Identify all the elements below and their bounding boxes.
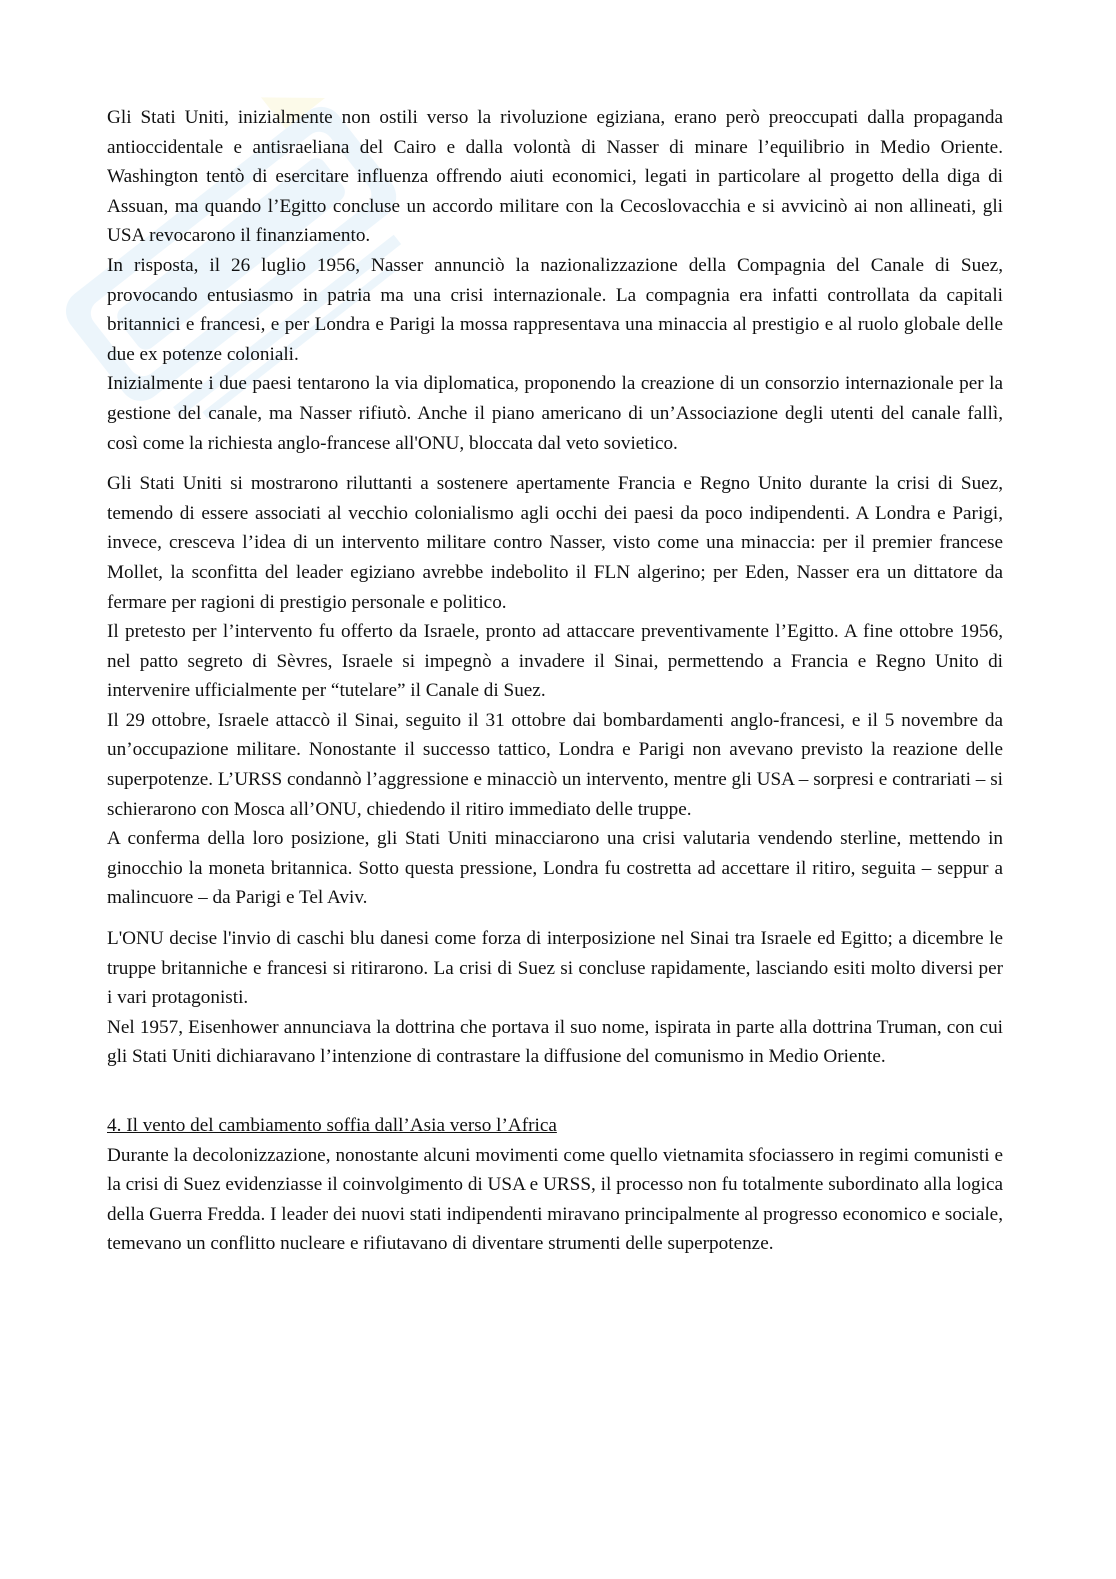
paragraph-october-attack: Il 29 ottobre, Israele attaccò il Sinai, seguito il 31 ottobre dai bombardamenti anglo-francesi, e il 5 novembre da un’occupazione militare. Nonostante il successo tattico, Londra e Parigi non avevano previsto la reazione delle superpotenze. L’URSS condannò l’aggressione e minacciò un intervento, mentre gli USA – sorpresi e contrariati – si schierarono con Mosca all’ONU, chiedendo il ritiro immediato delle truppe.: [107, 709, 1003, 820]
paragraph-eisenhower-doctrine: Nel 1957, Eisenhower annunciava la dottrina che portava il suo nome, ispirata in parte alla dottrina Truman, con cui gli Stati Uniti dichiaravano l’intenzione di contrastare la diffusione del comunismo in Medio Oriente.: [107, 1016, 1003, 1068]
section-heading: 4. Il vento del cambiamento soffia dall’Asia verso l’Africa: [107, 1115, 557, 1136]
paragraph-decolonization: Durante la decolonizzazione, nonostante alcuni movimenti come quello vietnamita sfociassero in regimi comunisti e la crisi di Suez evidenziasse il coinvolgimento di USA e URSS, il processo non fu totalmente subordinato alla logica della Guerra Fredda. I leader dei nuovi stati indipendenti miravano principalmente al progresso economico e sociale, temevano un conflitto nucleare e rifiutavano di diventare strumenti delle superpotenze.: [107, 1144, 1003, 1255]
paragraph-currency-pressure: A conferma della loro posizione, gli Stati Uniti minacciarono una crisi valutaria vendendo sterline, mettendo in ginocchio la moneta britannica. Sotto questa pressione, Londra fu costretta ad accettare il ritiro, seguita – seppur a malincuore – da Parigi e Tel Aviv.: [107, 828, 1003, 909]
paragraph-usa-reluctance: Gli Stati Uniti si mostrarono riluttanti a sostenere apertamente Francia e Regno Unito durante la crisi di Suez, temendo di essere associati al vecchio colonialismo agli occhi dei paesi da poco indipendenti. A Londra e Parigi, invece, cresceva l’idea di un intervento militare contro Nasser, visto come una minaccia: per il premier francese Mollet, la sconfitta del leader egiziano avrebbe indebolito il FLN algerino; per Eden, Nasser era un dittatore da fermare per ragioni di prestigio personale e politico.: [107, 473, 1003, 613]
paragraph-diplomacy: Inizialmente i due paesi tentarono la via diplomatica, proponendo la creazione di un consorzio internazionale per la gestione del canale, ma Nasser rifiutò. Anche il piano americano di un’Associazione degli utenti del canale fallì, così come la richiesta anglo-francese all'ONU, bloccata dal veto sovietico.: [107, 373, 1003, 454]
document-body: [107, 103, 1003, 1259]
paragraph-onu-peacekeepers: L'ONU decise l'invio di caschi blu danesi come forza di interposizione nel Sinai tra Israele ed Egitto; a dicembre le truppe britanniche e francesi si ritirarono. La crisi di Suez si concluse rapidamente, lasciando esiti molto diversi per i vari protagonisti.: [107, 928, 1003, 1009]
paragraph-nationalization: In risposta, il 26 luglio 1956, Nasser annunciò la nazionalizzazione della Compagnia del Canale di Suez, provocando entusiasmo in patria ma una crisi internazionale. La compagnia era infatti controllata da capitali britannici e francesi, e per Londra e Parigi la mossa rappresentava una minaccia al prestigio e al ruolo globale delle due ex potenze coloniali.: [107, 254, 1003, 365]
paragraph-israel-pretext: Il pretesto per l’intervento fu offerto da Israele, pronto ad attaccare preventivamente l’Egitto. A fine ottobre 1956, nel patto segreto di Sèvres, Israele si impegnò a invadere il Sinai, permettendo a Francia e Regno Unito di intervenire ufficialmente per “tutelare” il Canale di Suez.: [107, 621, 1003, 702]
paragraph-usa-egypt: Gli Stati Uniti, inizialmente non ostili verso la rivoluzione egiziana, erano però preoccupati dalla propaganda antioccidentale e antisraeliana del Cairo e dalla volontà di Nasser di minare l’equilibrio in Medio Oriente. Washington tentò di esercitare influenza offrendo aiuti economici, legati in particolare al progetto della diga di Assuan, ma quando l’Egitto concluse un accordo militare con la Cecoslovacchia e si avvicinò ai non allineati, gli USA revocarono il finanziamento.: [107, 107, 1003, 247]
